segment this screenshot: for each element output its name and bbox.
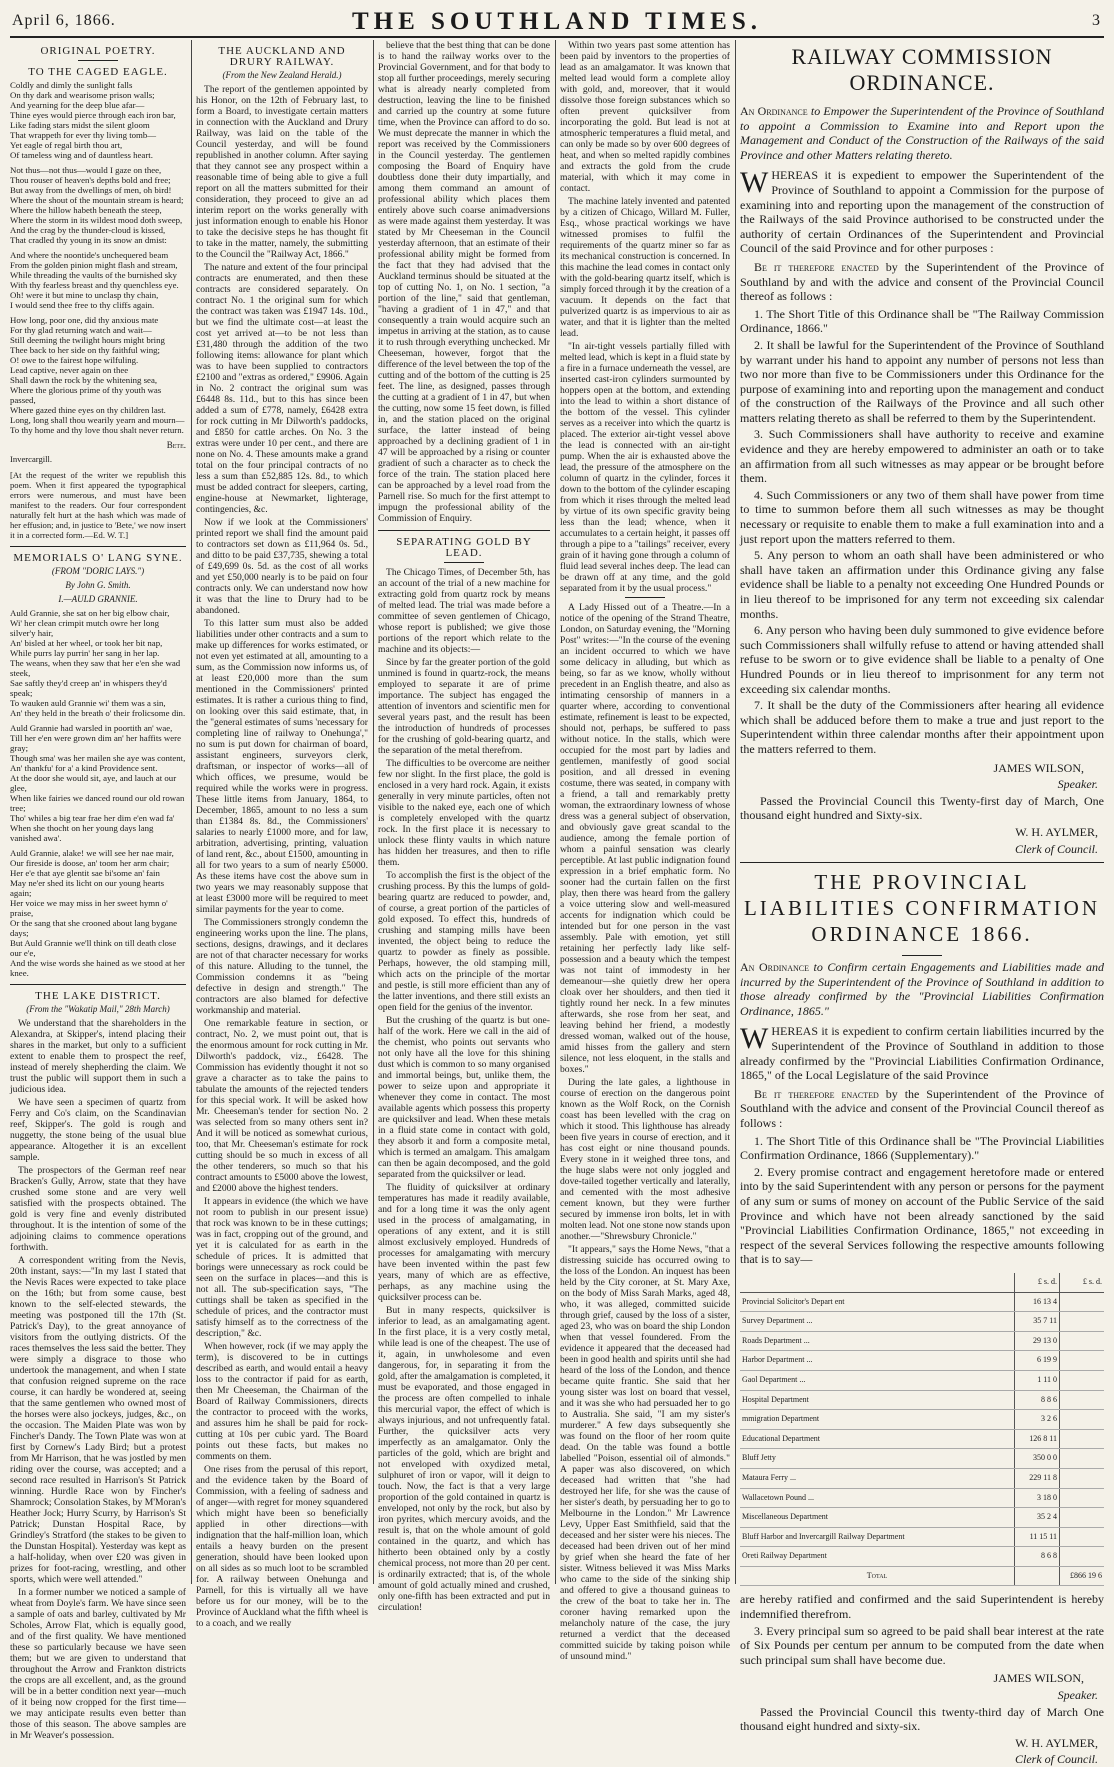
ordinance-lead: An Ordinance [740,104,808,118]
schedule-total-label: Total [740,1566,1015,1586]
divider [625,597,665,598]
poem-line: That wrappeth for ever thy living tomb— [10,130,157,140]
passed-statement: Passed the Provincial Council this Twenty-first day of March, One thousand eight hundred and Sixty-six. [740,793,1104,823]
schedule-row [740,1351,1104,1371]
poem-line: And yearning for the deep blue afar— [10,100,145,110]
ordinance-preamble [740,104,1104,162]
ordinance-clause: 6. Any person who having been duly summoned to give evidence before such Commissioners shall wilfully refuse to attend or having attended shall refuse to be sworn or to give evidence shall be liable to a penalty of One Hundred Pounds or in lieu thereof to imprisonment for any term not exceeding six calendar months. [740,623,1104,696]
poem-line: Lead captive, never again on thee [10,365,129,375]
schedule-row [740,1429,1104,1449]
article-paragraph: The prospectors of the German reef near Bracken's Gully, Arrow, state that they have crushed some stone and are very well satisfied with the prospects obtained. The gold is very fine and evenly distributed throughout. It is the intention of some of the adjoining claims to commence operations forthwith. [10,1165,186,1253]
poem-line: And where the noontide's unchequered beam [10,250,169,260]
poem-line: How long, poor one, did thy anxious mate [10,315,159,325]
schedule-row [740,1331,1104,1351]
article-paragraph: The Chicago Times, of December 5th, has an account of the trial of a new machine for extracting gold from quartz rock by means of melted lead. The trial was made before a committee of seven gentlemen of Chicago, whose report is published; we give those portions of the report which relate to the machine and its objects:— [378,567,550,655]
poem-line: When she thocht on her young days lang vanished awa'. [10,823,154,843]
schedule-row [740,1390,1104,1410]
schedule-item: mmigration Department [740,1410,1015,1430]
enact-lead: Be it therefore enacted [754,1086,879,1101]
column-divider [191,40,192,1584]
poem-stanza [10,315,186,435]
divider [78,60,118,61]
whereas-text: HEREAS it is expedient to confirm certain liabilities incurred by the Superintendent of the Province of Southland in addition to those already confirmed by the "Provincial Liabilities Confirmation Ordinance, 1865," of the Local Legislature of the said Province [740,1024,1104,1083]
schedule-amount: 16 13 4 [1015,1292,1060,1312]
article-body [560,40,730,594]
poem-line: At the door she would sit, aye, and lauch at our glee, [10,773,177,793]
schedule-item: Bluff Jetty [740,1449,1015,1469]
poem-line: From the golden pinion might flash and stream, [10,260,178,270]
schedule-row [740,1527,1104,1547]
ordinance-clause: 1. The Short Title of this Ordinance shall be "The Provincial Liabilities Confirmation Ordinance, 1866 (Supplementary)." [740,1133,1104,1163]
poem-line: On thy dark and wearisome prison walls; [10,90,155,100]
whereas-clause [740,168,1104,256]
article-title: THE AUCKLAND AND DRURY RAILWAY. [218,45,346,68]
article-title: SEPARATING GOLD BY LEAD. [396,536,532,559]
poem-line: Of tameless wing and of dauntless heart. [10,150,153,160]
poem-line: With thy fearless breast and thy quenchless eye. [10,280,179,290]
article-paragraph: But in many respects, quicksilver is inferior to lead, as an amalgamating agent. In the first place, it is a very costly metal, while lead is one of the cheapest. The use of it, again, in unwholesome and even dangerous, for, in separating it from the gold, after the amalgamation is completed, it must be evaporated, and those engaged in the process are often compelled to inhale this mercurial vapor, the effect of which is always injurious, and not unfrequently fatal. Further, the quicksilver acts very imperfectly as an amalgamator. Only the particles of the gold, which are bright and not enveloped with oxydized metal, sulphuret of iron or vapor, will it deign to touch. Now, the fact is that a very large proportion of the gold contained in quartz is enveloped, not only by the rock, but also by iron pyrites, which mercury avoids, and the result is, that on the whole amount of gold contained in the quartz, and which has hitherto been obtained only by a costly chemical process, not more than 20 per cent. is ordinarily extracted; that is, of the whole amount of gold actually mined and crushed, only one-fifth has been extracted and put in circulation! [378,1305,550,1613]
schedule-item: Mataura Ferry ... [740,1468,1015,1488]
schedule-col-header: £ s. d. [1015,1273,1060,1292]
poem-line: Wi' her clean crimpit mutch owre her long silver'y hair, [10,618,160,638]
poem-line: Where gazed thine eyes on thy children last. [10,405,166,415]
schedule-item: Educational Department [740,1429,1015,1449]
article-paragraph: "In air-tight vessels partially filled with melted lead, which is kept in a fluid state by a fire in a furnace underneath the vessel, are inserted cast-iron cylinders surmounted by hoppers open at the bottom, and extending into the lead to within a short distance of the bottom of the vessel. This cylinder serves as a receiver into which the quartz is placed. The exterior air-tight vessel above the lead is connected with an air-tight pump. When the air is exhausted above the lead, the pressure of the atmosphere on the column of quartz in the cylinder, forces it down to the bottom of the cylinder escaping from which it rises through the melted lead by virtue of its own specific gravity being less than the lead; whence, when it accumulates to a certain height, it passes off through a pipe to a "tailings" receiver, every grain of it having gone through a column of fluid lead several inches deep. The lead can be drawn off at any time, and the gold separated from it by the usual process." [560,341,730,594]
ordinance-clause: 3. Every principal sum so agreed to be paid shall bear interest at the rate of Six Pounds per centum per annum to be computed from the date when such principal sum shall have become due. [740,1623,1104,1667]
ordinance-clause: 1. The Short Title of this Ordinance shall be "The Railway Commission Ordinance, 1866." [740,306,1104,336]
poem-signature: Bete. [166,440,186,450]
poem-stanza [10,848,186,978]
schedule-item: Bluff Harbor and Invercargill Railway Department [740,1527,1015,1547]
poem-title: TO THE CAGED EAGLE. [28,66,168,78]
column-divider [735,40,736,1584]
speaker-name: JAMES WILSON, [993,1671,1084,1686]
poem-line: And the wise words she hained as we stood at her knee. [10,958,185,978]
enact-text: by the Superintendent of the Province of Southland with the advice and consent of the Provincial Council thereof as follows : [740,1086,1104,1131]
ordinance-purpose: to Empower the Superintendent of the Province of Southland to appoint a Commission to Examine into and Report upon the Management and Conduct of the Construction of the Railways of the said Province and other Matters relating thereto. [740,104,1104,162]
column-1 [10,40,186,1741]
article-source: (From the New Zealand Herald.) [222,70,342,80]
poem-line: Her e'e that aye glentit sae bi'some an' fain [10,868,160,878]
poem-line: To thy home and thy love thou shalt never return. [10,425,184,435]
poem-line: Thee back to her side on thy faithful wing; [10,345,160,355]
section-heading: ORIGINAL POETRY. [40,45,156,57]
schedule-amount: 35 2 4 [1015,1508,1060,1528]
article-title: THE LAKE DISTRICT. [35,990,161,1002]
poem-line: Yet eagle of regal birth thou art, [10,140,123,150]
newspaper-title: THE SOUTHLAND TIMES. [351,8,763,35]
poem-subtitle: (FROM "DORIC LAYS.") [51,566,145,576]
ordinance-purpose: to Confirm certain Engagements and Liabilities made and incurred by the Superintendent of the Province of Southland in addition to those already confirmed by the "Provincial Liabilities Confirmation Ordinance, 1865." [740,960,1105,1018]
poem-line: Coldly and dimly the sunlight falls [10,80,133,90]
poem-body [10,80,186,435]
article-paragraph: Within two years past some attention has been paid by inventors to the properties of lead as an amalgamator. It was known that melted lead would form a complete alloy with gold, and, moreover, that it would dissolve those foreign substances which so often prevent quicksilver from incorporating the gold. But lead is not at atmospheric temperatures a fluid metal, and can only be made so by over 600 degrees of heat, and when so melted rapidly combines and extracts the gold from the crude material, with which it may come in contact. [560,40,730,194]
editor-note: [At the request of the writer we republish this poem. When it first appeared the typographical errors were numerous, and must have been manifest to the readers. Our four correspondent naturally felt hurt at the hash which was made of her effusion; and, in justice to 'Bete,' we now insert it in a corrected form.—Ed. W. T.] [10,470,186,540]
poem-line: Where the shout of the mountain stream is heard; [10,195,184,205]
poem-line: Tho' whiles a big tear frae her dim e'en wad fa' [10,813,175,823]
poem-line: An' bisled at her wheel, or took her bit nap, [10,638,163,648]
article-paragraph: The machine lately invented and patented by a citizen of Chicago, Willard M. Fuller, Esq., whose practical workings we have witnessed promises to fulfil the requirements of the quartz miner so far as its mechanical construction is concerned. In this machine the lead comes in contact only with the gold-bearing quartz itself, which is simply forced through it by the creation of a vacuum. It depends on the fact that pulverized quartz is as impervious to air as water, and that it is lighter than the melted lead. [560,196,730,339]
article-body [378,40,550,524]
poem-line: Where the storm in its wildest mood doth sweep, [10,215,183,225]
poem-title: MEMORIALS O' LANG SYNE. [13,552,183,564]
poem-line: The weans, when they saw that her e'en she wad steek, [10,658,181,678]
column-divider [555,40,556,1584]
schedule-total-amount: £866 19 6 [1060,1566,1105,1586]
poem-line: Thine eyes would pierce through each iron bar, [10,110,176,120]
article-body [10,1018,186,1741]
poem-stanza [10,250,186,310]
news-paragraph: During the late gales, a lighthouse in course of erection on the dangerous point known as the Wolf Rock, on the Cornish coast has been levelled with the crag on which it stood. This lighthouse has already been five years in course of erection, and it has cost eight or nine thousand pounds. Every stone in it weighed three tons, and the huge slabs were not only joggled and dove-tailed together vertically and laterally, and cemented with the most adhesive cement known, but they were further secured by immense iron bolts, let in with molten lead. Not one stone now stands upon another.—"Shrewsbury Chronicle." [560,1077,730,1242]
enact-text: by the Superintendent of the Province of Southland by and with the advice and consent of the Provincial Council thereof as follows : [740,259,1104,304]
poem-line: While threading the vaults of the burnished sky [10,270,177,280]
masthead [10,6,1104,38]
poem-stanza [10,723,186,843]
poem-stanza [10,165,186,245]
divider [10,984,186,985]
divider [902,955,942,956]
speaker-role: Speaker. [1057,777,1098,792]
article-source: (From the "Wakatip Mail," 28th March) [26,1004,170,1014]
ordinance-clause: 5. Any person to whom an oath shall have been administered or who shall have taken an affirmation under this Ordinance giving any false evidence shall be liable to a penalty not exceeding One Hundred Pounds or in lieu thereof to be imprisoned for any term not exceeding six calendar months. [740,548,1104,621]
article-paragraph: The Commissioners strongly condemn the engineering works upon the line. The plans, sections, designs, drawings, and it declares are not of that character necessary for works of this nature. Alluding to the tunnel, the Commission condemns it as "being defective in design and strength." The contractors are also blamed for defective workmanship and material. [196,917,368,1016]
schedule-amount: 29 13 0 [1015,1331,1060,1351]
article-paragraph: Now if we look at the Commissioners' printed report we shall find the amount paid to contractors set down as £11,964 0s. 5d., and ditto to be paid £37,735, shewing a total of £49,699 0s. 5d. as the cost of all works and yet £50,000 nearly is to be paid on four contracts only. We can understand now how it was that the line to Drury had to be abandoned. [196,517,368,616]
poem-line: Auld Grannie, alake! we will see her nae mair, [10,848,174,858]
poem-place: Invercargill. [10,454,53,464]
column-5 [740,40,1105,1767]
schedule-item: Harbor Department ... [740,1351,1015,1371]
enacting-clause [740,1087,1104,1131]
schedule-row [740,1410,1104,1430]
poem-line: Not thus—not thus—would I gaze on thee, [10,165,162,175]
column-divider [373,40,374,1584]
ordinance-title: RAILWAY COMMISSION ORDINANCE. [791,44,1053,95]
schedule-item: Miscellaneous Department [740,1508,1015,1528]
schedule-amount: 3 18 0 [1015,1488,1060,1508]
article-paragraph: But the crushing of the quartz is but one-half of the work. Here we call in the aid of the chemist, who points out servants who not only have all the love for this shining dust which is common to so many organised and immortal beings, but, unlike them, the power to seize upon and appropriate it whenever they come in contact. The most available agents which possess this property are quicksilver and lead. When these metals in a fluid state come in contact with gold, they absorb it and form a composite metal, which is termed an amalgam. This amalgam can then be again decomposed, and the gold separated from the quicksilver or lead. [378,1015,550,1180]
divider [740,862,1104,863]
ordinance-preamble [740,960,1104,1018]
article-paragraph: The difficulties to be overcome are neither few nor slight. In the first place, the gold is enclosed in a very hard rock. Again, it exists generally in very minute particles, often not visible to the naked eye, each one of which is completely enveloped with the quartz rock. In the first place it is necessary to unlock these flinty vaults in which nature has hidden her treasures, and then to rifle them. [378,758,550,868]
whereas-text: HEREAS it is expedient to empower the Superintendent of the Province of Southland to appoint a Commission for the purpose of examining into and reporting upon the management of the construction of the Railways of the said Province authorised to be constructed under the authority of certain Ordinances of the Superintendent and Provincial Council of the said Province and for other purposes : [740,168,1104,256]
article-paragraph: To this latter sum must also be added liabilities under other contracts and a sum to make up differences for works estimated, or not even yet estimated at all, amounting to a sum, as the Commission now informs us, of at least £20,000 more than the sum mentioned in the Commissioners' printed estimates. It is rather a curious thing to find, on looking over this said estimate, that, in the "general estimates of sums 'necessary for completing line of railway to Onehunga'," no sum is put down for chairman of board, assistant engineers, surveyors clerk, draftsman, or inspector of works—all of which offices, we presume, would be required while the works were in progress. These little items from January, 1864, to December, 1865, amount to no less a sum than £1384 8s. 8d., the Commissioners' salaries to nearly £1000 more, and for law, arbitration, advertising, printing, valuation of land rent, &c., about £1500, amounting in all for two years to a sum of nearly £5000. As these items have cost the above sum in two years we may reasonably suppose that at least £3000 more will be required to meet similar payments for the year to come. [196,618,368,915]
page-number: 3 [1092,12,1100,29]
ordinance-lead: An Ordinance [740,960,809,975]
schedule-item: Hospital Department [740,1390,1015,1410]
poem-line: Like fading stars midst the silent gloom [10,120,150,130]
news-paragraph: A Lady Hissed out of a Theatre.—In a notice of the opening of the Strand Theatre, London, on Saturday evening, the "Morning Post" writes:—"In the course of the evening an incident occurred to which we have some delicacy in alluding, but which as being, so far as we know, wholly without precedent in an English theatre, and also as intimating censorship of manners in a quarter where, according to conventional estimate, refinement is least to be expected, should not, perhaps, be suffered to pass without notice. In the stalls, which were occupied for the most part by ladies and gentlemen, manifestly of good social position, and all dressed in evening costume, there was seated, in company with a friend, a tall and remarkably pretty woman, the extraordinary lowness of whose dress was a general subject of observation, and obviously gave great scandal to the audience, among the female portion of whom a painful sensation was clearly perceptible. At last public indignation found expression in a brief emphatic form. No sooner had the curtain fallen on the first play, then there was heard from the gallery a voice uttering slow and well-measured accents for indignation which could be intended but for one person in the vast assembly. Pale with emotion, yet still retaining her perfectly lady like self-possession and a beauty which the tempest was not taint of immodesty in her demeanour—she quietly drew her opera cloak over her shoulders, and then tied it tightly round her neck. In a few minutes afterwards, she rose from her seat, and leaving behind her friend, a modestly dressed woman, walked out of the house, amid hisses from the gallery and stern silence, not less eloquent, in the stalls and boxes." [560,602,730,1075]
column-3 [378,40,550,1613]
poem-line: Where the hillow habeth beneath the steep, [10,205,162,215]
whereas-clause [740,1024,1104,1082]
schedule-amount: 8 8 6 [1015,1390,1060,1410]
poem-line: Auld Grannie, she sat on her big elbow chair, [10,608,170,618]
poem-part: I.—AULD GRANNIE. [58,594,138,604]
article-paragraph: We understand that the shareholders in the Alexandra, at Skipper's, intend placing their shares in the market, but only to a sufficient extent to enable them to prospect the reef, instead of merely shepherding the claim. We trust the public will support them in such a judicious idea. [10,1018,186,1095]
poem-line: While purrs lay purrin' her sang in her lap. [10,648,160,658]
enact-lead: Be it therefore enacted [754,259,879,274]
article-paragraph: The nature and extent of the four principal contracts are enumerated, and then these contracts are considered separately. On contract No. 1 the original sum for which the contract was taken was £1947 14s. 10d., but we find the ultimate cost—at least the cost yet arrived at—to be not less than £31,480 through the addition of the two following items: allowance for plant which was to have been supplied to contractors £2100 and "extras as ordered," £9906. Again in No. 2 contract the original sum was £6448 8s. 11d., but to this has since been added a sum of £778, namely, £6428 extra for rock cutting in Mr Dilworth's paddocks, and £850 for cattle arches. On No. 3 the extras were under 10 per cent., and there are none on No. 4. These amounts make a grand total on the four principal contracts of no less a sum than £52,885 12s. 8d., to which must be added contract for sleepers, carting, engine-house at Newmarket, lighterage, contingencies, &c. [196,262,368,515]
schedule-amount: 35 7 11 [1015,1312,1060,1332]
ordinance-clauses [740,307,1104,757]
article-paragraph: To accomplish the first is the object of the crushing process. By this the lumps of gold-bearing quartz are reduced to powder, and, of course, a great portion of the particles of gold exposed. To effect this, hundreds of crushing and stamping mills have been invented, the object being to reduce the quartz to powder as finely as possible. Perhaps, however, the old stamping mill, which acts on the principle of the mortar and pestle, is still more efficient than any of the latter inventions, and there still exists an open field for the genius of the inventor. [378,870,550,1013]
clerk-name: W. H. AYLMER, [1015,824,1098,839]
schedule-amount: 1 11 0 [1015,1370,1060,1390]
clerk-name: W. H. AYLMER, [1015,1735,1098,1750]
article-paragraph: When however, rock (if we may apply the term), is discovered to be in cuttings described as earth, and would entail a heavy loss to the contractor if paid for as earth, then Mr Cheeseman, the Chairman of the Board of Railway Commissioners, directs the contractor to proceed with the works, and assures him he shall be paid for rock-cutting at 10s per cubic yard. The Board points out these facts, but makes no comments on them. [196,1341,368,1462]
article-paragraph: The fluidity of quicksilver at ordinary temperatures has made it readily available, and for a long time it was the only agent used in the process of amalgamating, in operations of any extent, and it is still almost exclusively employed. Hundreds of processes for amalgamating with mercury have been invented within the past few years, many of which are as effective, perhaps, as any machine using the quicksilver process can be. [378,1182,550,1303]
poem-line: I would send thee free to thy cliffs again. [10,300,155,310]
poem-stanza [10,608,186,718]
schedule-item: Provincial Solicitor's Depart ent [740,1292,1015,1312]
poem-line: Long, long shall thou wearily yearn and mourn— [10,415,185,425]
article-paragraph: We have seen a specimen of quartz from Ferry and Co's claim, on the Scandinavian reef, Skipper's. The gold is rough and nuggetty, the stone being of the usual blue appearance. Altogether it is an excellent sample. [10,1097,186,1163]
poem-line: May ne'er shed its licht on our young hearts again; [10,878,165,898]
poem-line: Thou rouser of heaven's depths bold and free; [10,175,171,185]
poem-line: To wauken auld Grannie wi' them was a sin, [10,698,166,708]
ordinance-clause: 4. Such Commissioners or any two of them shall have power from time to time to summon before them all such witnesses as may be thought necessary or requisite to enable them to make a full examination into and a just report upon the matters referred to them. [740,487,1104,546]
schedule-amount: 8 6 8 [1015,1547,1060,1567]
poem-line: Or the sang that she crooned about lang bygane days; [10,918,178,938]
poem-line: An' thankfu' for a' a kind Providence sent. [10,763,158,773]
article-paragraph: A correspondent writing from the Nevis, 20th instant, says:—"In my last I stated that the Nevis Races were expected to take place on the 16th; but from some cause, best known to the self-elected stewards, the meeting was postponed till the 17th (St. Patrick's Day), to the great annoyance of visitors from the outlying districts. Of the races themselves the less said the better. They were simply a disgrace to those who undertook the management, and when I state that confusion reigned supreme on the race course, it can hardly be wondered at, seeing that the same gentlemen who owned most of the horses were also jockeys, judges, &c., on the occasion. The Maiden Plate was won by Fincher's Dandy. The Town Plate was won at first by Cornew's Lady Bird; but a protest from Mr Harrison, that he was jostled by men riding over the course, was accepted; and a second race resulted in Harrison's St Patrick winning. Hurdle Race won by Fincher's Shamrock; Consolation Stakes, by M'Moran's Heather Jock; Hurry Scurry, by Harrison's St Patrick; Dunstan Hospital Race, by Grindley's Stratford (the stakes to be given to the Dunstan Hospital). Yesterday was kept as a half-holiday, when over £20 was given in prizes for foot-racing, wrestling, and other sports, which were well attended." [10,1255,186,1585]
ordinance-clause: 2. It shall be lawful for the Superintendent of the Province of Southland by warrant under his hand to appoint any number of persons not less than two nor more than five to be Commissioners under this Ordinance for the purpose of examining into and reporting upon the management and conduct of the construction of the Railways of the Province and all such other matters relating thereto as shall be referred to them by the Superintendent. [740,337,1104,425]
schedule-item: Survey Department ... [740,1312,1015,1332]
article-paragraph: In a former number we noticed a sample of wheat from Doyle's farm. We have since seen a sample of oats and barley, cultivated by Mr Scholes, Arrow Flat, which is equally good, and of the first quality. We have mentioned these so particularly because we have seen them; but we are given to understand that throughout the Arrow and Frankton districts the crops are all excellent, and, as the ground will be in a better condition next year—much of it being now cropped for the first time—we may anticipate results even better than those of this season. The above samples are in Mr Weaver's possession. [10,1587,186,1741]
poem-line: Her voice we may miss in her sweet hymn o' praise, [10,898,168,918]
schedule-amount: 350 0 0 [1015,1449,1060,1469]
poem-line: Our fireside is doose, an' toom her arm chair; [10,858,170,868]
schedule-row [740,1468,1104,1488]
enacting-clause [740,260,1104,304]
poem-line: Still deeming the twilight hours might bring [10,335,165,345]
poem-line: When like fairies we danced round our old rowan tree; [10,793,185,813]
divider [378,530,550,531]
poem-body [10,608,186,978]
passed-statement: Passed the Provincial Council this twenty-third day of March One thousand eight hundred and sixty-six. [740,1704,1104,1734]
schedule-col-header: £ s. d. [1060,1273,1105,1292]
ordinance-clause: 7. It shall be the duty of the Commissioners after hearing all evidence which shall be adduced before them to make a true and just report to the Superintendent within three calendar months after their appointment upon the matters referred to them. [740,698,1104,756]
schedule-row [740,1370,1104,1390]
poem-line: Though sma' was her mailen she aye was content, [10,753,186,763]
poem-line: That cradled thy young in its snow an dmist: [10,235,167,245]
poem-line: Sae saftly they'd creep an' in whispers they'd speak; [10,678,167,698]
issue-date: April 6, 1866. [12,12,116,29]
ordinance-title: THE PROVINCIAL LIABILITIES CONFIRMATION ORDINANCE 1866. [743,870,1101,947]
poem-line: Shall dawn the rock by the whitening sea, [10,375,158,385]
poem-line: An' they held in the breath o' their frolicsome din. [10,708,186,718]
article-paragraph: believe that the best thing that can be done is to hand the railway works over to the Provincial Government, and for that body to stop all further proceedings, merely securing what is already nearly completed from destruction, leaving the line to be finished and carried up the country at some future time, when the Province can afford to do so. We must deprecate the manner in which the report was received by the Commissioners in the Council yesterday. The gentlemen composing the Board of Enquiry have doubtless done their duty impartially, and among them command an amount of professional ability which places them entirely above such coarse animadversions as were made against them yesterday. It was stated by Mr Cheeseman in the Council yesterday afternoon, that an estimate of their professional ability might be formed from the fact that they had advised that the Auckland terminus should be situated at the top of cutting No. 1, on No. 1 section, "a portion of the line," said that gentleman, "having a gradient of 1 in 47," and that consequently a train would acquire such an impetus in arriving at the station, as to cause it to rush through everything unchecked. Mr Cheeseman, however, forgot that the difference of the level between the top of the cutting and of the bottom of the cutting is 25 feet. The line, as designed, passes through the cutting at a gradient of 1 in 47, but when the cutting, now some 15 feet down, is filled in, and the station placed on the original surface, the latter instead of being approached by a declining gradient of 1 in 47 will be approached by a rising or counter gradient of such a character as to check the force of the train. The station placed here can be approached by a level road from the Parnell rise. So much for the first attempt to impugn the professional ability of the Commission of Enquiry. [378,40,550,524]
speaker-name: JAMES WILSON, [993,760,1084,775]
schedule-row [740,1508,1104,1528]
divider [444,562,484,563]
article-paragraph: Since by far the greater portion of the gold unmined is found in quartz-rock, the means employed to separate it are of prime importance. The subject has engaged the attention of inventors and scientific men for several years past, and the result has been the introduction of hundreds of processes for the crushing of gold-bearing quartz, and the separation of the metal therefrom. [378,657,550,756]
clerk-role: Clerk of Council. [1015,1752,1098,1767]
poem-line: And the crag by the thunder-cloud is kissed, [10,225,166,235]
schedule-amount: 6 19 9 [1015,1351,1060,1371]
schedule-row [740,1547,1104,1567]
schedule-header [740,1273,1104,1292]
poem-line: But Auld Grannie we'll think on till death close our e'e, [10,938,177,958]
ordinance-clause: 2. Every promise contract and engagement heretofore made or entered into by the said Superintendent with any person or persons for the payment of any sum or sums of money on account of the Public Service of the said Province and which have not been already sanctioned by the said "Provincial Liabilities Confirmation Ordinance, 1865," not exceeding in respect of the several Services following the respective amounts following that is to say— [740,1164,1104,1267]
article-body [378,567,550,1613]
schedule-total-row [740,1566,1104,1586]
poem-stanza [10,80,186,160]
schedule-item: Gaol Department ... [740,1370,1015,1390]
schedule-table [740,1273,1104,1587]
article-body [196,84,368,1629]
schedule-item: Roads Department ... [740,1331,1015,1351]
schedule-amount: 3 2 6 [1015,1410,1060,1430]
schedule-row [740,1449,1104,1469]
poem-line: For thy glad returning watch and wait— [10,325,152,335]
schedule-item: Wallacetown Pound ... [740,1488,1015,1508]
article-paragraph: One rises from the perusal of this report, and the evidence taken by the Board of Commission, with a feeling of sadness and of anger—with regret for money squandered which might have been so beneficially applied in other directions—with indignation that the half-million loan, which entails a heavy burden on the present generation, should have been looked upon on all sides as so much loot to be scrambled for. A railway between Onehunga and Parnell, for this is virtually all we have before us for our money, will be to the Province of Auckland what the fifth wheel is to a coach, and we really [196,1464,368,1629]
speaker-role: Speaker. [1057,1688,1098,1703]
ordinance-clause: are hereby ratified and confirmed and the said Superintendent is hereby indemnified therefrom. [740,1592,1104,1622]
schedule-row [740,1488,1104,1508]
poem-line: But away from the dwellings of men, oh bird! [10,185,172,195]
news-paragraph: "It appears," says the Home News, "that a distressing suicide has occurred owing to the loss of the London. An inquest has been held by the City coroner, at St. Mary Axe, on the body of Miss Sarah Marks, aged 48, who, it was alleged, committed suicide through grief, caused by the loss of a sister, aged 23, who was on board the ship London when that vessel foundered. From the evidence it appeared that the deceased had been in good health and spirits until she had heard of the loss of the London, and thence became quite frantic. She said that her young sister was lost on board that vessel, and it was she who had persuaded her to go to Australia. She said, "I am my sister's murderer." A few days subsequently she was found on the floor of her room quite dead. On the table was found a bottle labelled "Poison, essential oil of almonds." A paper was also discovered, on which deceased had written that "she had destroyed her life, for she was the cause of her sister's death, by persuading her to go to Melbourne in the London." Mr Lawrence Levy, Upper East Smithfield, said that the deceased and her sister were his nieces. The deceased had been driven out of her mind by grief when she heard the fate of her sister. Witness believed it was Miss Marks who came to the side of the sinking ship and offered to give a thousand guineas to the crew of the boat to take her in. The coroner having remarked upon the melancholy nature of the case, the jury returned a verdict that the deceased committed suicide by taking poison while of unsound mind." [560,1244,730,1662]
article-paragraph: It appears in evidence (the which we have not room to publish in our present issue) that rock was known to be in these cuttings; was in fact, cropping out of the ground, and yet it is calculated for as earth in the schedule of prices. It is admitted that borings were unnecessary as rock could be seen on the surface in places—and this is not all. The sub-specification says, "The cuttings shall be taken as specified in the schedule of prices, and the contractor must satisfy himself as to the correctness of the description," &c. [196,1196,368,1339]
drop-cap: W [740,1022,769,1056]
poem-author: By John G. Smith. [65,580,131,590]
schedule-item: Oreti Railway Department [740,1547,1015,1567]
poem-line: O! owe to the fairest hope wilfuling. [10,355,139,365]
ordinance-clause: 3. Such Commissioners shall have authority to receive and examine evidence and they are hereby empowered to administer an oath or to take an affirmation from all such witnesses as may appear or be brought before them. [740,427,1104,486]
article-paragraph: The report of the gentlemen appointed by his Honor, on the 12th of February last, to form a Board, to investigate certain matters in connection with the Auckland and Drury Railway, was laid on the table of the Council yesterday, and will be found republished in another column. After saying that they cannot see any prospect within a reasonable time of being able to give a full report on all the matters submitted for their consideration, they proceed to give an ad interim report on the works generally with just information enough to enable his Honor to take the decisive steps he has thought fit to take in the matter, namely, the submitting to the Council the "Railway Act, 1866." [196,84,368,260]
article-paragraph: One remarkable feature in section, or contract, No. 2, we must point out, that is the enormous amount for rock cutting in Mr. Dilworth's paddock, viz., £6428. The Commission has evidently thought it not so grave a character as to take the pains to tabulate the amounts of the rejected tenders for this special work. It will be asked how Mr. Cheeseman's tender for section No. 2 was selected from so many others sent in? And it will be noticed as somewhat curious, too, that Mr. Cheeseman's estimate for rock cutting should be so much in excess of all the other tenderers, so much so that his contract amounts to £5000 above the lowest, and £2000 above the highest tenders. [196,1018,368,1194]
poem-line: Oh! were it but mine to unclasp thy chain, [10,290,159,300]
schedule-amount: 229 11 8 [1015,1468,1060,1488]
drop-cap: W [740,166,769,200]
schedule-amount: 126 8 11 [1015,1429,1060,1449]
clerk-role: Clerk of Council. [1015,841,1098,856]
poem-line: Where the glorious prime of thy youth was passed, [10,385,162,405]
schedule-amount: 11 15 11 [1015,1527,1060,1547]
poem-line: Till her e'en were grown dim an' her haffits were gray; [10,733,181,753]
column-2 [196,40,368,1629]
schedule-row [740,1312,1104,1332]
poem-line: Auld Grannie had warsled in poortith an' wae, [10,723,173,733]
column-4 [560,40,730,1662]
divider [10,546,186,547]
schedule-row [740,1292,1104,1312]
